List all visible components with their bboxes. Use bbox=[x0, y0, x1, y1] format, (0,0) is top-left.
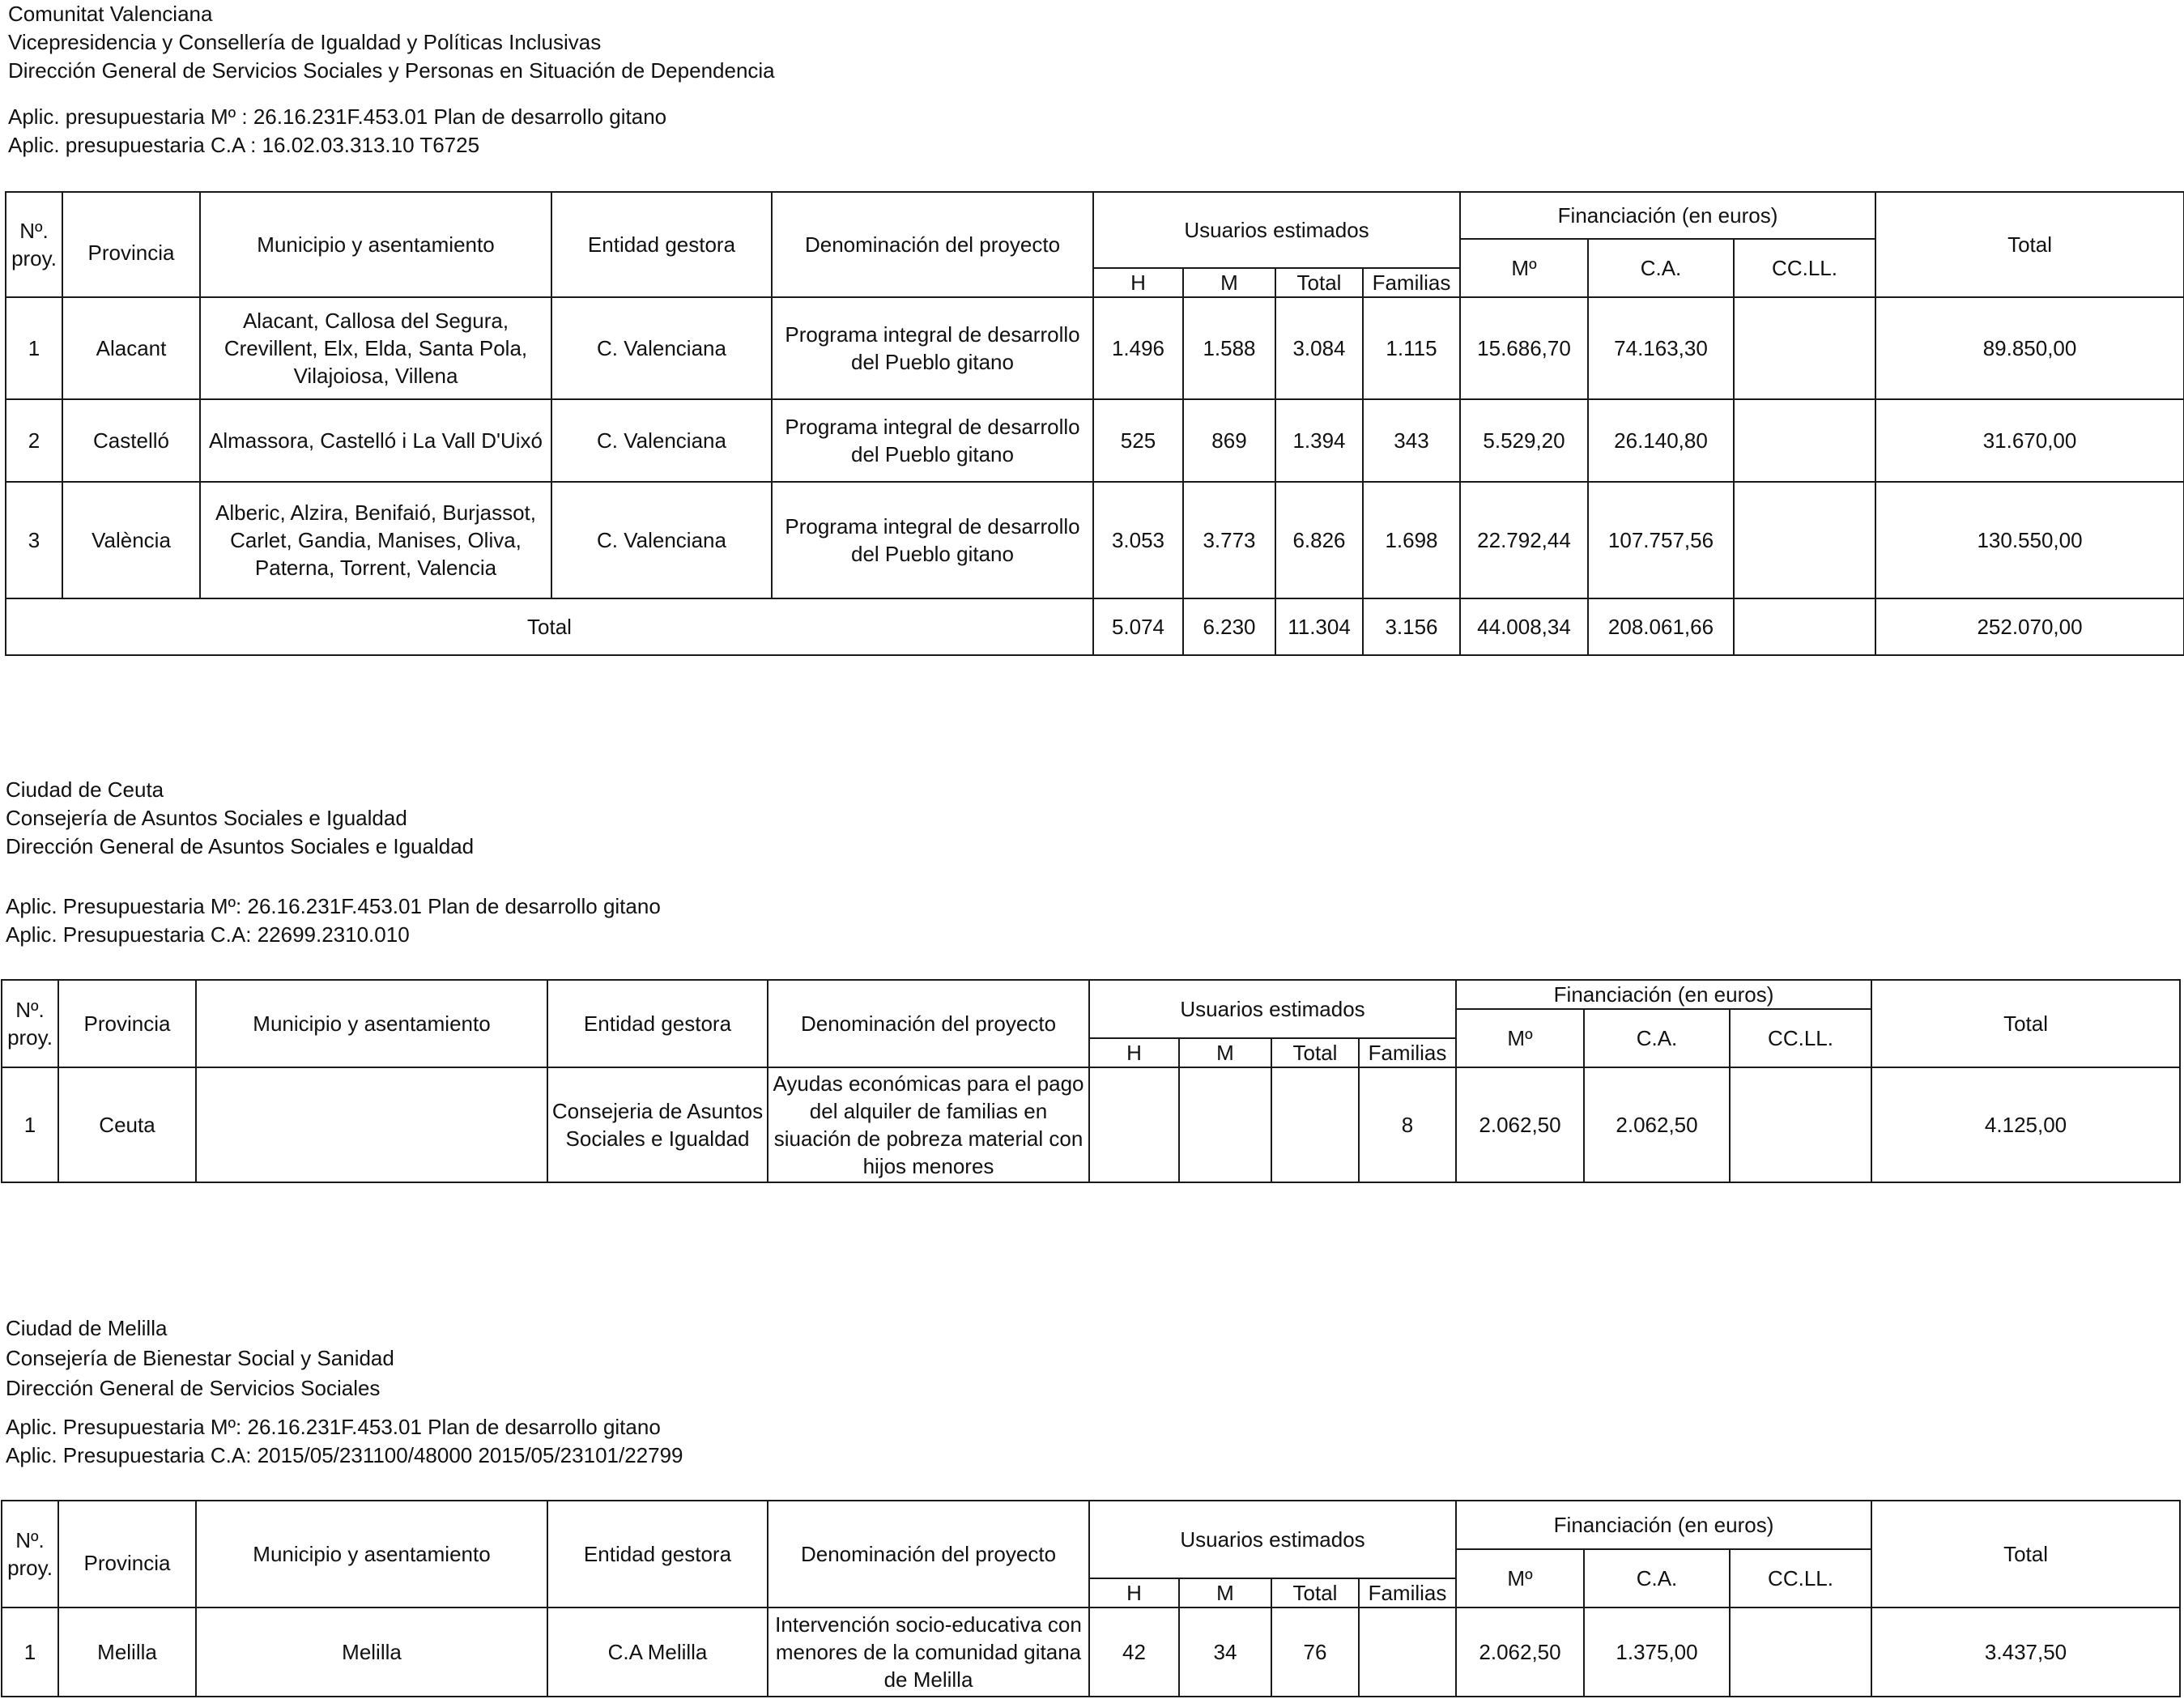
totals-ccll bbox=[1734, 598, 1875, 655]
cell-usuarios-total: 3.084 bbox=[1275, 297, 1363, 399]
budget-line: Aplic. Presupuestaria Mº: 26.16.231F.453.01 Plan de desarrollo gitano bbox=[6, 1415, 661, 1439]
col-header-mo: Mº bbox=[1456, 1009, 1584, 1067]
table-row bbox=[2, 1607, 2180, 1697]
col-header-m: M bbox=[1179, 1578, 1271, 1607]
col-header-h: H bbox=[1089, 1578, 1179, 1607]
cell-municipio: Almassora, Castelló i La Vall D'Uixó bbox=[200, 399, 551, 482]
cell-n: 3 bbox=[6, 482, 62, 598]
col-header-usuarios: Usuarios estimados bbox=[1089, 1501, 1456, 1578]
table-row bbox=[2, 1067, 2180, 1182]
cell-ccll bbox=[1734, 482, 1875, 598]
budget-line: Aplic. presupuestaria C.A : 16.02.03.313.10 T6725 bbox=[8, 133, 480, 157]
cell-usuarios-total: 76 bbox=[1271, 1607, 1359, 1697]
cell-mo: 22.792,44 bbox=[1460, 482, 1588, 598]
col-header-h: H bbox=[1093, 268, 1183, 297]
col-header-municipio: Municipio y asentamiento bbox=[196, 980, 547, 1067]
budget-lines-ceuta bbox=[6, 892, 661, 949]
cell-provincia: Ceuta bbox=[58, 1067, 196, 1182]
budget-line: Aplic. Presupuestaria C.A: 2015/05/231100/48000 2015/05/23101/22799 bbox=[6, 1443, 683, 1467]
header-line: Ciudad de Melilla bbox=[6, 1316, 168, 1340]
cell-municipio: Alacant, Callosa del Segura, Crevillent, Elx, Elda, Santa Pola, Vilajoiosa, Villena bbox=[200, 297, 551, 399]
col-header-provincia: Provincia bbox=[58, 1501, 196, 1607]
col-header-familias: Familias bbox=[1359, 1578, 1456, 1607]
col-header-provincia: Provincia bbox=[62, 192, 200, 297]
cell-familias: 343 bbox=[1363, 399, 1460, 482]
col-header-usuarios-total: Total bbox=[1271, 1578, 1359, 1607]
totals-mo: 44.008,34 bbox=[1460, 598, 1588, 655]
cell-total: 4.125,00 bbox=[1871, 1067, 2180, 1182]
header-line: Ciudad de Ceuta bbox=[6, 777, 164, 802]
section-header-valenciana bbox=[8, 0, 775, 85]
cell-h bbox=[1089, 1067, 1179, 1182]
cell-denominacion: Programa integral de desarrollo del Pueblo gitano bbox=[772, 399, 1093, 482]
col-header-ca: C.A. bbox=[1584, 1549, 1730, 1607]
cell-entidad: C. Valenciana bbox=[551, 482, 772, 598]
cell-ca: 2.062,50 bbox=[1584, 1067, 1730, 1182]
table-row bbox=[6, 297, 2184, 399]
cell-total: 130.550,00 bbox=[1875, 482, 2184, 598]
col-header-n-proy: Nº. proy. bbox=[2, 980, 58, 1067]
totals-usuarios-total: 11.304 bbox=[1275, 598, 1363, 655]
header-line: Comunitat Valenciana bbox=[8, 2, 213, 26]
section-header-melilla bbox=[6, 1314, 394, 1403]
totals-familias: 3.156 bbox=[1363, 598, 1460, 655]
cell-n: 2 bbox=[6, 399, 62, 482]
header-line: Consejería de Asuntos Sociales e Igualdad bbox=[6, 806, 407, 830]
col-header-usuarios-total: Total bbox=[1271, 1038, 1359, 1067]
header-line: Dirección General de Servicios Sociales bbox=[6, 1376, 381, 1400]
col-header-entidad: Entidad gestora bbox=[547, 980, 768, 1067]
cell-mo: 5.529,20 bbox=[1460, 399, 1588, 482]
cell-usuarios-total: 1.394 bbox=[1275, 399, 1363, 482]
cell-ca: 107.757,56 bbox=[1588, 482, 1734, 598]
cell-usuarios-total bbox=[1271, 1067, 1359, 1182]
header-line: Dirección General de Asuntos Sociales e Igualdad bbox=[6, 834, 475, 858]
cell-familias bbox=[1359, 1607, 1456, 1697]
col-header-ccll: CC.LL. bbox=[1730, 1549, 1871, 1607]
col-header-mo: Mº bbox=[1456, 1549, 1584, 1607]
cell-h: 1.496 bbox=[1093, 297, 1183, 399]
budget-line: Aplic. presupuestaria Mº : 26.16.231F.453.01 Plan de desarrollo gitano bbox=[8, 104, 667, 129]
cell-ccll bbox=[1730, 1067, 1871, 1182]
cell-ca: 26.140,80 bbox=[1588, 399, 1734, 482]
col-header-total: Total bbox=[1871, 980, 2180, 1067]
cell-m: 3.773 bbox=[1183, 482, 1275, 598]
col-header-ccll: CC.LL. bbox=[1734, 239, 1875, 297]
table-valenciana bbox=[5, 191, 2184, 656]
table-row bbox=[6, 399, 2184, 482]
col-header-denominacion: Denominación del proyecto bbox=[768, 980, 1089, 1067]
cell-provincia: Castelló bbox=[62, 399, 200, 482]
cell-denominacion: Intervención socio-educativa con menores de la comunidad gitana de Melilla bbox=[768, 1607, 1089, 1697]
cell-h: 3.053 bbox=[1093, 482, 1183, 598]
col-header-total: Total bbox=[1875, 192, 2184, 297]
cell-mo: 2.062,50 bbox=[1456, 1607, 1584, 1697]
cell-total: 3.437,50 bbox=[1871, 1607, 2180, 1697]
col-header-municipio: Municipio y asentamiento bbox=[196, 1501, 547, 1607]
cell-usuarios-total: 6.826 bbox=[1275, 482, 1363, 598]
col-header-usuarios: Usuarios estimados bbox=[1089, 980, 1456, 1038]
col-header-ccll: CC.LL. bbox=[1730, 1009, 1871, 1067]
col-header-ca: C.A. bbox=[1584, 1009, 1730, 1067]
totals-m: 6.230 bbox=[1183, 598, 1275, 655]
cell-entidad: C. Valenciana bbox=[551, 399, 772, 482]
table-ceuta bbox=[1, 979, 2181, 1183]
table-melilla bbox=[1, 1500, 2181, 1697]
cell-familias: 1.115 bbox=[1363, 297, 1460, 399]
col-header-entidad: Entidad gestora bbox=[547, 1501, 768, 1607]
cell-m: 34 bbox=[1179, 1607, 1271, 1697]
cell-ccll bbox=[1734, 297, 1875, 399]
section-header-ceuta bbox=[6, 776, 474, 861]
col-header-m: M bbox=[1183, 268, 1275, 297]
col-header-usuarios: Usuarios estimados bbox=[1093, 192, 1460, 268]
budget-line: Aplic. Presupuestaria C.A: 22699.2310.010 bbox=[6, 922, 410, 947]
col-header-usuarios-total: Total bbox=[1275, 268, 1363, 297]
col-header-mo: Mº bbox=[1460, 239, 1588, 297]
cell-denominacion: Ayudas económicas para el pago del alquiler de familias en siuación de pobreza material con hijos menores bbox=[768, 1067, 1089, 1182]
col-header-denominacion: Denominación del proyecto bbox=[772, 192, 1093, 297]
col-header-denominacion: Denominación del proyecto bbox=[768, 1501, 1089, 1607]
cell-h: 525 bbox=[1093, 399, 1183, 482]
col-header-m: M bbox=[1179, 1038, 1271, 1067]
cell-municipio: Alberic, Alzira, Benifaió, Burjassot, Carlet, Gandia, Manises, Oliva, Paterna, Torrent, Valencia bbox=[200, 482, 551, 598]
col-header-familias: Familias bbox=[1363, 268, 1460, 297]
cell-ccll bbox=[1734, 399, 1875, 482]
cell-municipio: Melilla bbox=[196, 1607, 547, 1697]
header-line: Dirección General de Servicios Sociales y Personas en Situación de Dependencia bbox=[8, 58, 775, 83]
cell-municipio bbox=[196, 1067, 547, 1182]
cell-entidad: Consejeria de Asuntos Sociales e Igualdad bbox=[547, 1067, 768, 1182]
cell-ca: 1.375,00 bbox=[1584, 1607, 1730, 1697]
cell-denominacion: Programa integral de desarrollo del Pueblo gitano bbox=[772, 297, 1093, 399]
budget-lines-melilla bbox=[6, 1413, 683, 1470]
totals-label: Total bbox=[6, 598, 1093, 655]
cell-m: 869 bbox=[1183, 399, 1275, 482]
col-header-financiacion: Financiación (en euros) bbox=[1460, 192, 1875, 239]
cell-total: 31.670,00 bbox=[1875, 399, 2184, 482]
header-line: Consejería de Bienestar Social y Sanidad bbox=[6, 1346, 394, 1370]
header-line: Vicepresidencia y Consellería de Igualdad y Políticas Inclusivas bbox=[8, 30, 602, 54]
cell-n: 1 bbox=[6, 297, 62, 399]
cell-provincia: Alacant bbox=[62, 297, 200, 399]
table-row bbox=[6, 482, 2184, 598]
cell-ccll bbox=[1730, 1607, 1871, 1697]
col-header-familias: Familias bbox=[1359, 1038, 1456, 1067]
col-header-n-proy: Nº. proy. bbox=[2, 1501, 58, 1607]
col-header-n-proy: Nº. proy. bbox=[6, 192, 62, 297]
cell-total: 89.850,00 bbox=[1875, 297, 2184, 399]
cell-familias: 8 bbox=[1359, 1067, 1456, 1182]
col-header-ca: C.A. bbox=[1588, 239, 1734, 297]
totals-total: 252.070,00 bbox=[1875, 598, 2184, 655]
cell-h: 42 bbox=[1089, 1607, 1179, 1697]
col-header-municipio: Municipio y asentamiento bbox=[200, 192, 551, 297]
cell-n: 1 bbox=[2, 1067, 58, 1182]
budget-line: Aplic. Presupuestaria Mº: 26.16.231F.453.01 Plan de desarrollo gitano bbox=[6, 894, 661, 918]
cell-mo: 15.686,70 bbox=[1460, 297, 1588, 399]
col-header-h: H bbox=[1089, 1038, 1179, 1067]
cell-entidad: C. Valenciana bbox=[551, 297, 772, 399]
col-header-financiacion: Financiación (en euros) bbox=[1456, 1501, 1871, 1549]
totals-row bbox=[6, 598, 2184, 655]
cell-provincia: València bbox=[62, 482, 200, 598]
cell-familias: 1.698 bbox=[1363, 482, 1460, 598]
cell-ca: 74.163,30 bbox=[1588, 297, 1734, 399]
cell-m bbox=[1179, 1067, 1271, 1182]
col-header-provincia: Provincia bbox=[58, 980, 196, 1067]
cell-entidad: C.A Melilla bbox=[547, 1607, 768, 1697]
cell-mo: 2.062,50 bbox=[1456, 1067, 1584, 1182]
col-header-entidad: Entidad gestora bbox=[551, 192, 772, 297]
totals-ca: 208.061,66 bbox=[1588, 598, 1734, 655]
cell-denominacion: Programa integral de desarrollo del Pueblo gitano bbox=[772, 482, 1093, 598]
cell-n: 1 bbox=[2, 1607, 58, 1697]
cell-m: 1.588 bbox=[1183, 297, 1275, 399]
budget-lines-valenciana bbox=[8, 103, 666, 160]
col-header-total: Total bbox=[1871, 1501, 2180, 1607]
cell-provincia: Melilla bbox=[58, 1607, 196, 1697]
col-header-financiacion: Financiación (en euros) bbox=[1456, 980, 1871, 1009]
totals-h: 5.074 bbox=[1093, 598, 1183, 655]
